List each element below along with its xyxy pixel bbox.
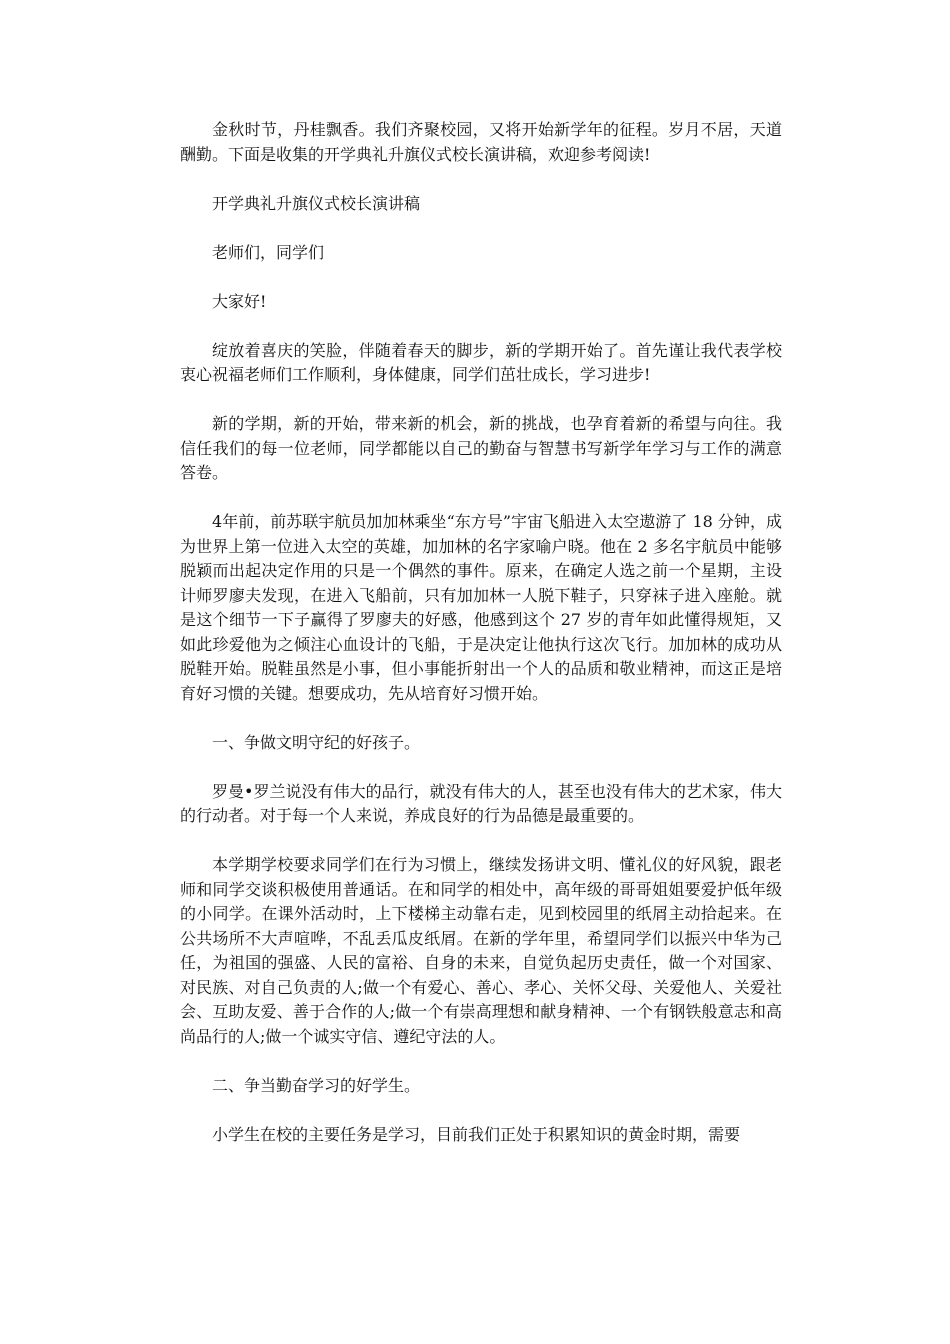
- body-paragraph: 小学生在校的主要任务是学习，目前我们正处于积累知识的黄金时期，需要: [212, 1124, 741, 1144]
- section-heading: 一、争做文明守纪的好孩子。: [212, 732, 421, 752]
- section-heading: 二、争当勤奋学习的好学生。: [212, 1075, 421, 1095]
- greeting: 大家好!: [212, 291, 267, 311]
- body-paragraph: 罗曼•罗兰说没有伟大的品行，就没有伟大的人，甚至也没有伟大的艺术家，伟大的行动者。对于每一个人来说，养成良好的行为品德是最重要的。: [180, 781, 782, 825]
- document-page: [180, 118, 782, 1172]
- salutation: 老师们，同学们: [212, 242, 325, 262]
- body-paragraph: 本学期学校要求同学们在行为习惯上，继续发扬讲文明、懂礼仪的好风貌，跟老师和同学交谈积极使用普通话。在和同学的相处中，高年级的哥哥姐姐要爱护低年级的小同学。在课外活动时，上下楼梯主动靠右走，见到校园里的纸屑主动拾起来。在公共场所不大声喧哗，不乱丢瓜皮纸屑。在新的学年里，希望同学们以振兴中华为己任，为祖国的强盛、人民的富裕、自身的未来，自觉负起历史责任，做一个对国家、对民族、对自己负责的人;做一个有爱心、善心、孝心、关怀父母、关爱他人、关爱社会、互助友爱、善于合作的人;做一个有崇高理想和献身精神、一个有钢铁般意志和高尚品行的人;做一个诚实守信、遵纪守法的人。: [180, 855, 782, 1046]
- speech-title: 开学典礼升旗仪式校长演讲稿: [212, 193, 421, 213]
- body-paragraph: 4年前，前苏联宇航员加加林乘坐“东方号”宇宙飞船进入太空遨游了 18 分钟，成为世界上第一位进入太空的英雄，加加林的名字家喻户晓。他在 2 多名宇航员中能够脱颖而出起决定作用的只是一个偶然的事件。原来，在确定人选之前一个星期，主设计师罗廖夫发现，在进入飞船前，只有加加林一人脱下鞋子，只穿袜子进入座舱。就是这个细节一下子赢得了罗廖夫的好感，他感到这个 27 岁的青年如此懂得规矩，又如此珍爱他为之倾注心血设计的飞船，于是决定让他执行这次飞行。加加林的成功从脱鞋开始。脱鞋虽然是小事，但小事能折射出一个人的品质和敬业精神，而这正是培育好习惯的关键。想要成功，先从培育好习惯开始。: [180, 512, 782, 703]
- body-paragraph: 新的学期，新的开始，带来新的机会，新的挑战，也孕育着新的希望与向往。我信任我们的每一位老师，同学都能以自己的勤奋与智慧书写新学年学习与工作的满意答卷。: [180, 414, 782, 482]
- body-paragraph: 绽放着喜庆的笑脸，伴随着春天的脚步，新的学期开始了。首先谨让我代表学校衷心祝福老师们工作顺利，身体健康，同学们茁壮成长，学习进步!: [180, 340, 782, 384]
- intro-paragraph: 金秋时节，丹桂飘香。我们齐聚校园，又将开始新学年的征程。岁月不居，天道酬勤。下面是收集的开学典礼升旗仪式校长演讲稿，欢迎参考阅读!: [180, 120, 782, 164]
